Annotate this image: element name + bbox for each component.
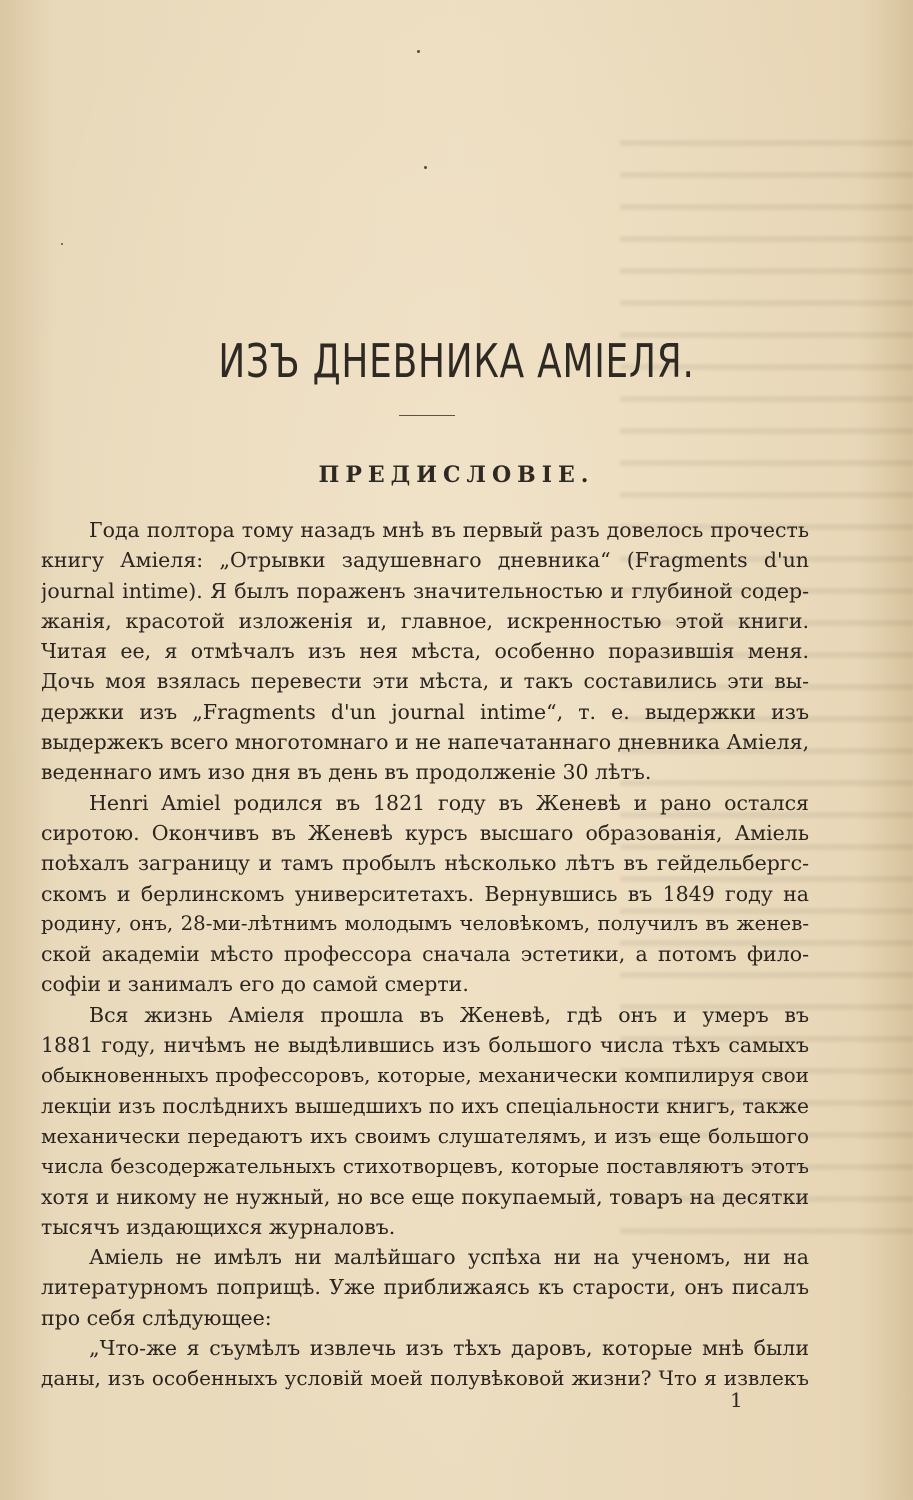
paper-speck	[61, 243, 63, 245]
chapter-title: ИЗЪ ДНЕВНИКА АМІЕЛЯ.	[218, 334, 695, 388]
text-line: Дочь моя взялась перевести эти мѣста, и такъ составились эти вы-	[41, 669, 809, 694]
text-line: литературномъ поприщѣ. Уже приближаясь къ старости, онъ писалъ	[41, 1275, 809, 1300]
text-line: родину, онъ, 28-ми-лѣтнимъ молодымъ человѣкомъ, получилъ въ женев-	[41, 911, 809, 935]
text-line: „Что-же я съумѣлъ извлечь изъ тѣхъ даровъ, которые мнѣ были	[89, 1336, 809, 1361]
text-line: про себя слѣдующее:	[41, 1305, 272, 1330]
body-text	[41, 515, 809, 1394]
text-line: поѣхалъ заграницу и тамъ пробылъ нѣсколько лѣтъ въ гейдельбергс-	[41, 851, 809, 876]
text-line: сиротою. Окончивъ въ Женевѣ курсъ высшаго образованія, Аміель	[41, 820, 809, 845]
paper-speck	[417, 50, 420, 53]
section-heading: ПРЕДИСЛОВІЕ.	[318, 462, 595, 488]
text-line: софіи и занималъ его до самой смерти.	[41, 972, 469, 997]
text-line: даны, изъ особенныхъ условій моей полувѣковой жизни? Что я извлекъ	[41, 1366, 809, 1391]
text-line: journal intime). Я былъ пораженъ значительностью и глубиной содер-	[41, 578, 809, 603]
text-line: ской академіи мѣсто профессора сначала эстетики, а потомъ фило-	[41, 942, 809, 967]
text-line: жанія, красотой изложенія и, главное, искренностью этой книги.	[41, 608, 809, 633]
text-line: механически передаютъ ихъ своимъ слушателямъ, и изъ еще большого	[41, 1123, 809, 1148]
text-line: Года полтора тому назадъ мнѣ въ первый разъ довелось прочесть	[89, 518, 809, 542]
text-line: 1881 году, ничѣмъ не выдѣлившись изъ большого числа тѣхъ самыхъ	[41, 1033, 809, 1058]
text-line: обыкновенныхъ профессоровъ, которые, механически компилируя свои	[41, 1063, 809, 1088]
text-line: Вся жизнь Аміеля прошла въ Женевѣ, гдѣ онъ и умеръ въ	[89, 1002, 809, 1027]
text-line: выдержекъ всего многотомнаго и не напечатаннаго дневника Аміеля,	[41, 730, 809, 755]
text-line: числа безсодержательныхъ стихотворцевъ, которые поставляютъ этотъ	[41, 1154, 809, 1179]
title-divider	[399, 415, 455, 416]
text-line: лекціи изъ послѣднихъ вышедшихъ по ихъ спеціальности книгъ, также	[41, 1093, 809, 1118]
text-line: скомъ и берлинскомъ университетахъ. Вернувшись въ 1849 году на	[41, 881, 809, 906]
text-line: Henri Amiel родился въ 1821 году въ Женевѣ и рано остался	[89, 790, 809, 815]
text-line: хотя и никому не нужный, но все еще покупаемый, товаръ на десятки	[41, 1184, 809, 1209]
paper-speck	[424, 166, 427, 169]
text-line: книгу Аміеля: „Отрывки задушевнаго дневника“ (Fragments d'un	[41, 548, 809, 573]
text-line: тысячъ издающихся журналовъ.	[41, 1214, 396, 1239]
text-line: Читая ее, я отмѣчалъ изъ нея мѣста, особенно поразившія меня.	[41, 639, 809, 664]
text-line: веденнаго имъ изо дня въ день въ продолженіе 30 лѣтъ.	[41, 760, 652, 785]
text-line: Аміель не имѣлъ ни малѣйшаго успѣха ни на ученомъ, ни на	[89, 1245, 809, 1270]
page-number: 1	[730, 1388, 743, 1412]
text-line: держки изъ „Fragments d'un journal intime“, т. е. выдержки изъ	[41, 699, 809, 724]
